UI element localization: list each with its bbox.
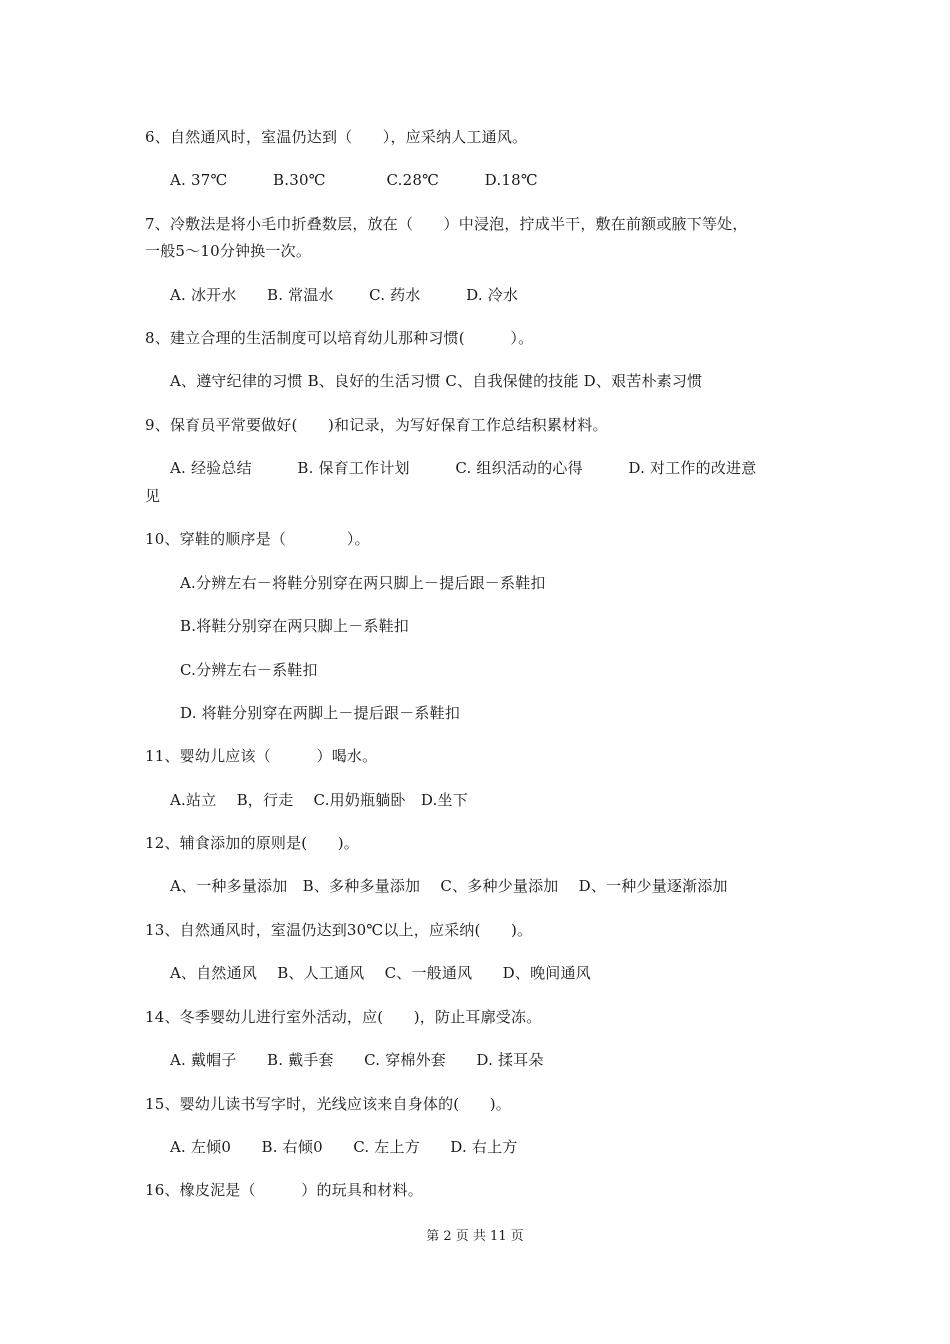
question-9-options-line1: A. 经验总结 B. 保育工作计划 C. 组织活动的心得 D. 对工作的改进意	[170, 459, 757, 477]
question-9-options-line2: 见	[145, 487, 161, 505]
question-10-option-a: A.分辨左右－将鞋分别穿在两只脚上－提后跟－系鞋扣	[180, 574, 546, 592]
question-8-options: A、遵守纪律的习惯 B、良好的生活习惯 C、自我保健的技能 D、艰苦朴素习惯	[170, 372, 703, 390]
question-10-option-b: B.将鞋分别穿在两只脚上－系鞋扣	[180, 617, 409, 635]
question-16-stem: 16、橡皮泥是（ ）的玩具和材料。	[145, 1181, 423, 1199]
question-10-option-d: D. 将鞋分别穿在两脚上－提后跟－系鞋扣	[180, 704, 461, 722]
question-7-stem-line1: 7、冷敷法是将小毛巾折叠数层，放在（ ）中浸泡，拧成半干，敷在前额或腋下等处，	[145, 215, 748, 233]
question-15-options: A. 左倾0 B. 右倾0 C. 左上方 D. 右上方	[170, 1138, 518, 1156]
question-13-stem: 13、自然通风时，室温仍达到30℃以上，应采纳( )。	[145, 921, 533, 939]
question-15-stem: 15、婴幼儿读书写字时，光线应该来自身体的( )。	[145, 1095, 511, 1113]
question-14-stem: 14、冬季婴幼儿进行室外活动，应( )，防止耳廓受冻。	[145, 1008, 542, 1026]
question-11-options: A.站立 B，行走 C.用奶瓶躺卧 D.坐下	[170, 791, 468, 809]
question-14-options: A. 戴帽子 B. 戴手套 C. 穿棉外套 D. 揉耳朵	[170, 1051, 544, 1069]
question-12-options: A、一种多量添加 B、多种多量添加 C、多种少量添加 D、一种少量逐渐添加	[170, 877, 728, 895]
question-9-stem: 9、保育员平常要做好( )和记录，为写好保育工作总结积累材料。	[145, 416, 608, 434]
question-10-stem: 10、穿鞋的顺序是（ ）。	[145, 530, 370, 548]
question-7-stem-line2: 一般5～10分钟换一次。	[145, 242, 312, 260]
question-8-stem: 8、建立合理的生活制度可以培育幼儿那种习惯( ）。	[145, 329, 534, 347]
question-6-options: A. 37℃ B.30℃ C.28℃ D.18℃	[170, 171, 538, 189]
question-10-option-c: C.分辨左右－系鞋扣	[180, 661, 318, 679]
page-footer: 第 2 页 共 11 页	[426, 1229, 524, 1244]
question-7-options: A. 冰开水 B. 常温水 C. 药水 D. 冷水	[170, 286, 519, 304]
question-6-stem: 6、自然通风时，室温仍达到（ ），应采纳人工通风。	[145, 128, 528, 146]
question-12-stem: 12、辅食添加的原则是( )。	[145, 834, 359, 852]
question-13-options: A、自然通风 B、人工通风 C、一般通风 D、晚间通风	[170, 964, 591, 982]
question-11-stem: 11、婴幼儿应该（ ）喝水。	[145, 747, 378, 765]
